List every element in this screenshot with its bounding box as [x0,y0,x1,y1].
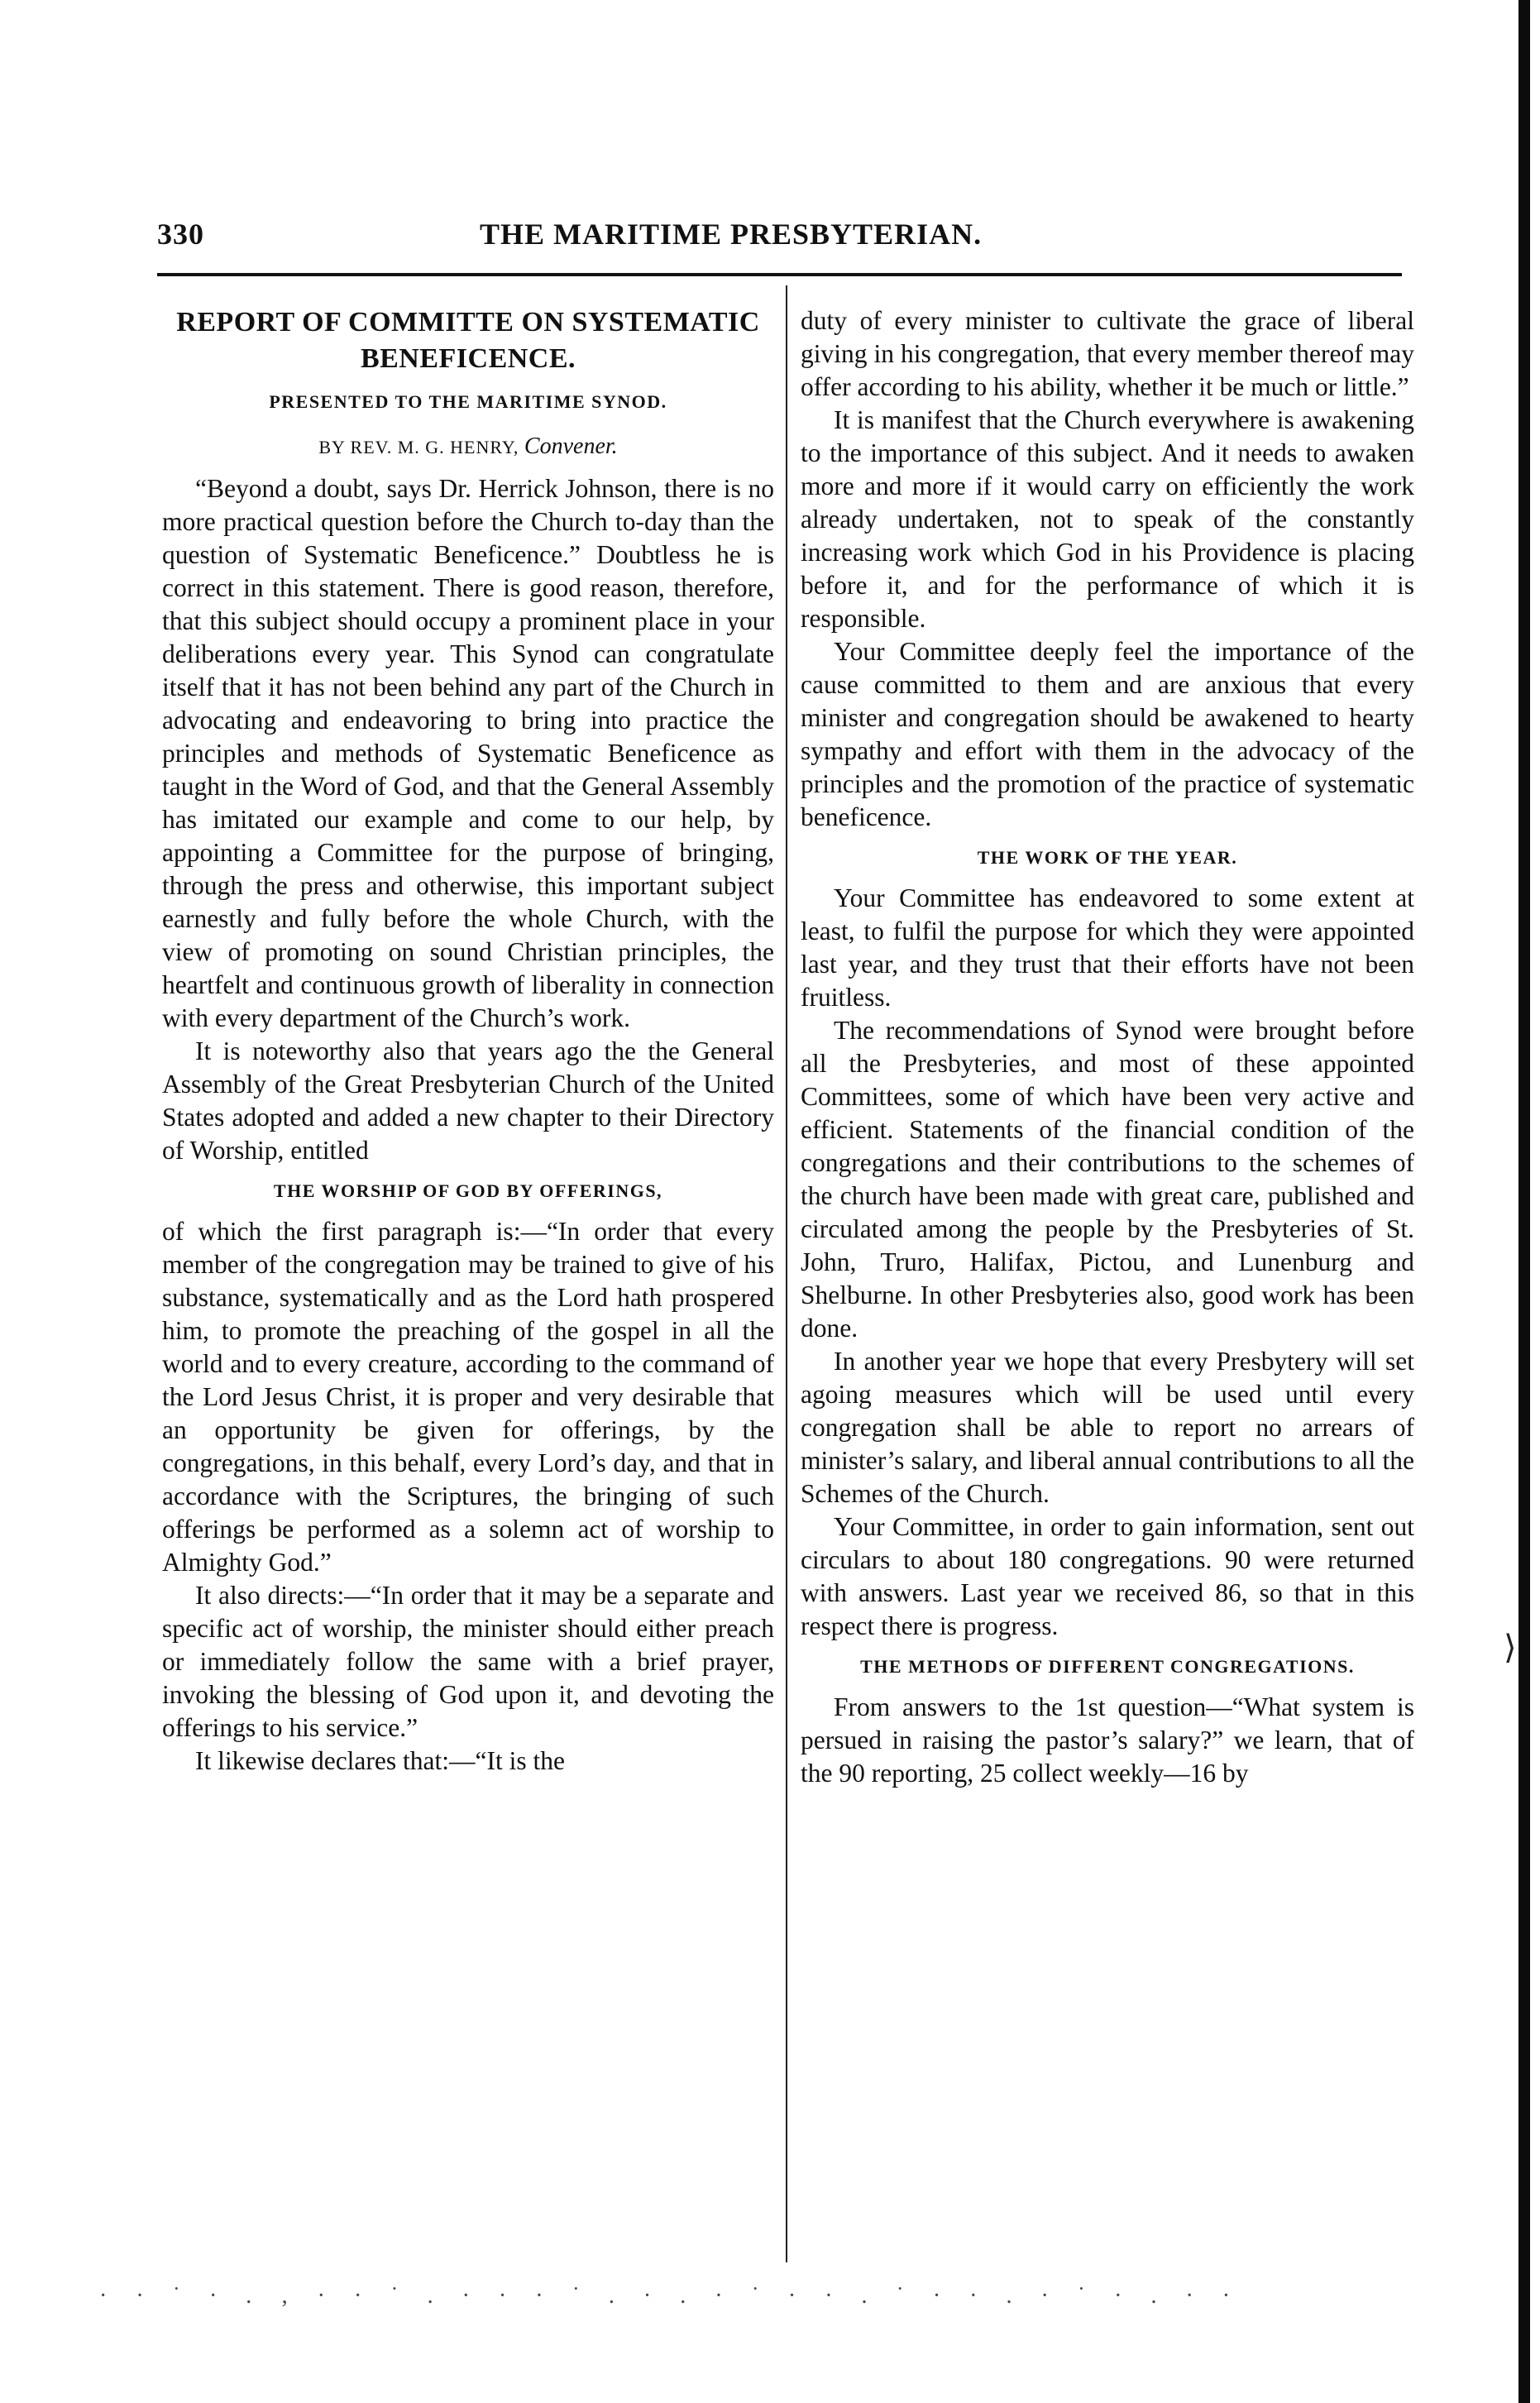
right-column [801,304,1414,1790]
right-paragraph-7: Your Committee, in order to gain information, sent out circulars to about 180 congregations. 90 were returned with answers. Last year we received 86, so that in this respect there is progress. [801,1512,1414,1640]
right-paragraph-3: Your Committee deeply feel the importance of the cause committed to them and are anxious that every minister and congregation should be awakened to hearty sympathy and effort with them in the advocacy of the principles and the promotion of the practice of systematic beneficence. [801,637,1414,831]
right-paragraph-5: The recommendations of Synod were brought before all the Presbyteries, and most of these appointed Committees, some of which have been very active and efficient. Statements of the financial condition of the congregations and their contributions to the schemes of the church have been made with great care, published and circulated among the people by the Presbyteries of St. John, Truro, Halifax, Pictou, and Lunenburg and Shelburne. In other Presbyteries also, good work has been done. [801,1016,1414,1343]
presented-line: PRESENTED TO THE MARITIME SYNOD. [269,391,667,412]
margin-mark: ⟩ [1504,1629,1517,1666]
subhead-worship: THE WORSHIP OF GOD BY OFFERINGS, [273,1180,663,1201]
header-rule [157,273,1402,276]
left-paragraph-3: of which the first paragraph is:—“In order that every member of the congregation may be trained to give of his substance, systematically and as the Lord hath prospered him, to promote the preaching of the gospel in all the world and to every creature, according to the command of the Lord Jesus Christ, it is proper and very desirable that an opportunity be given for offerings, by the congregations, in this behalf, every Lord’s day, and that in accordance with the Scriptures, the bringing of such offerings be performed as a solemn act of worship to Almighty God.” [162,1217,774,1577]
report-title: REPORT OF COMMITTE ON SYSTEMATIC BENEFICENCE. [176,307,760,374]
left-column [162,304,774,1778]
left-paragraph-5: It likewise declares that:—“It is the [195,1746,565,1775]
right-paragraph-1: duty of every minister to cultivate the grace of liberal giving in his congregation, that every member thereof may offer according to his ability, whether it be much or little.” [801,306,1414,401]
left-paragraph-4: It also directs:—“In order that it may be a separate and specific act of worship, the minister should either preach or immediately follow the same with a brief prayer, invoking the blessing of God upon it, and devoting the offerings to his service.” [162,1581,774,1742]
left-paragraph-2: It is noteworthy also that years ago the the General Assembly of the Great Presbyterian Church of the United States adopted and added a new chapter to their Directory of Worship, entitled [162,1036,774,1165]
right-paragraph-8: From answers to the 1st question—“What system is persued in raising the pastor’s salary?” we learn, that of the 90 reporting, 25 collect weekly—16 by [801,1692,1414,1788]
subhead-work-of-year: THE WORK OF THE YEAR. [977,847,1238,868]
column-divider [786,285,787,2262]
running-head: THE MARITIME PRESBYTERIAN. [480,218,983,251]
page-header [157,217,1402,260]
page-edge-bar [1518,0,1530,2403]
print-specks: · · ˙ · . ‚ · · ˙ . · · · ˙ . · . · ˙ · · . ˙ · · . · ˙ · . · · [99,2283,1242,2309]
byline-role: Convener. [524,433,618,459]
right-paragraph-6: In another year we hope that every Presbytery will set agoing measures which will be used until every congregation shall be able to report no arrears of minister’s salary, and liberal annual contributions to all the Schemes of the Church. [801,1347,1414,1508]
byline-author: BY REV. M. G. HENRY, [318,437,519,457]
page-number: 330 [157,218,204,251]
right-paragraph-4: Your Committee has endeavored to some extent at least, to fulfil the purpose for which they were appointed last year, and they trust that their efforts have not been fruitless. [801,883,1414,1012]
right-paragraph-2: It is manifest that the Church everywhere is awakening to the importance of this subject. And it needs to awaken more and more if it would carry on efficiently the work already undertaken, not to speak of the constantly increasing work which God in his Providence is placing before it, and for the performance of which it is responsible. [801,405,1414,633]
byline [162,430,774,464]
left-paragraph-1: “Beyond a doubt, says Dr. Herrick Johnson, there is no more practical question before the Church to-day than the question of Systematic Beneficence.” Doubtless he is correct in this statement. There is good reason, therefore, that this subject should occupy a prominent place in your deliberations every year. This Synod can congratulate itself that it has not been behind any part of the Church in advocating and endeavoring to bring into practice the principles and methods of Systematic Beneficence as taught in the Word of God, and that the General Assembly has imitated our example and come to our help, by appointing a Committee for the purpose of bringing, through the press and otherwise, this important subject earnestly and fully before the whole Church, with the view of promoting on sound Christian principles, the heartfelt and continuous growth of liberality in connection with every department of the Church’s work. [162,474,774,1032]
subhead-methods: THE METHODS OF DIFFERENT CONGREGATIONS. [860,1656,1355,1677]
